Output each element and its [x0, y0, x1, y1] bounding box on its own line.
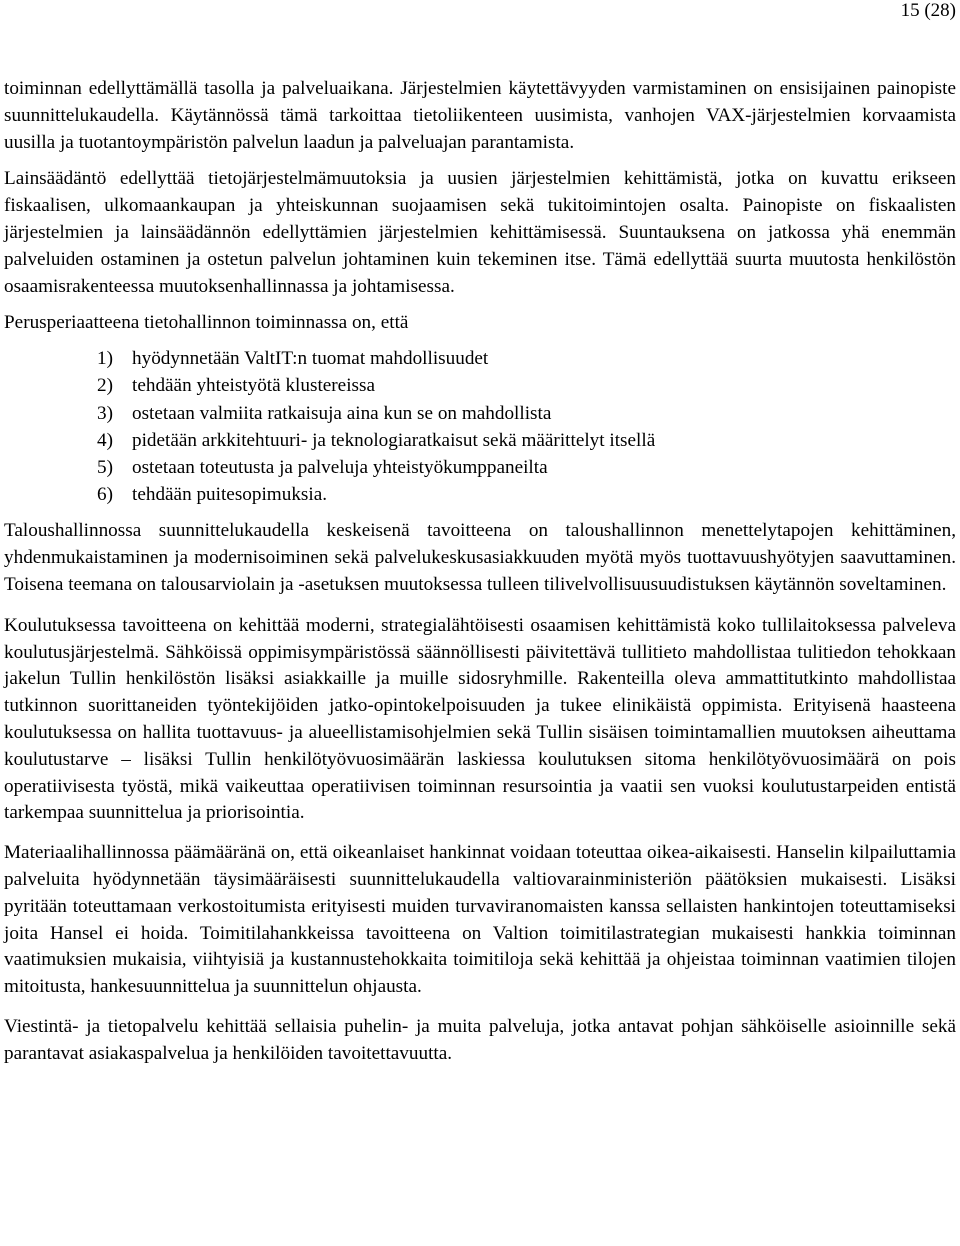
document-body [4, 76, 956, 1068]
paragraph-system-availability: toiminnan edellyttämällä tasolla ja palveluaikana. Järjestelmien käytettävyyden varmistaminen on ensisijainen painopiste suunnittelukaudella. Käytännössä tämä tarkoittaa tietoliikenteen uusimista, vanhojen VAX-järjestelmien korvaamista uusilla ja tuotantoympäristön palvelun laadun ja palveluajan parantamista. [4, 78, 956, 153]
list-item-text: tehdään puitesopimuksia. [132, 484, 328, 506]
list-item-text: ostetaan toteutusta ja palveluja yhteistyökumppaneilta [132, 456, 548, 478]
list-item-text: tehdään yhteistyötä klustereissa [132, 375, 375, 397]
list-item [97, 454, 956, 481]
list-item [97, 345, 956, 372]
principles-list [4, 345, 956, 508]
paragraph-communications: Viestintä- ja tietopalvelu kehittää sellaisia puhelin- ja muita palveluja, jotka antavat pohjan sähköiselle asioinnille sekä parantavat asiakaspalvelua ja henkilöiden tavoitettavuutta. [4, 1015, 956, 1064]
list-item-number: 1) [97, 348, 113, 370]
list-item-number: 3) [97, 402, 113, 424]
page-number: 15 (28) [900, 0, 956, 21]
list-item-number: 4) [97, 429, 113, 451]
list-item-number: 6) [97, 484, 113, 506]
list-item-text: ostetaan valmiita ratkaisuja aina kun se on mahdollista [132, 402, 552, 424]
list-item-text: pidetään arkkitehtuuri- ja teknologiaratkaisut sekä määrittelyt itsellä [132, 429, 656, 451]
list-item-text: hyödynnetään ValtIT:n tuomat mahdollisuudet [132, 348, 489, 370]
list-item [97, 400, 956, 427]
paragraph-principles-intro: Perusperiaatteena tietohallinnon toiminnassa on, että [4, 312, 409, 334]
paragraph-training: Koulutuksessa tavoitteena on kehittää moderni, strategialähtöisesti osaamisen kehittämistä koko tullilaitoksessa palveleva koulutusjärjestelmä. Sähköissä oppimisympäristössä säännöllisesti päivitettävä tullitieto mahdollistaa tulitiedon tehokkaan jakelun Tullin henkilöstön lisäksi asiakkaille ja muille sidosryhmille. Rakenteilla oleva ammattitutkinto mahdollistaa tutkinnon suorittaneiden työntekijöiden jatko-opintokelpoisuuden ja tukee elinikäistä oppimista. Erityisenä haasteena koulutuksessa on hallita tuottavuus- ja alueellistamisohjelmien sekä Tullin sisäisen toimintamallien muutoksen aiheuttama koulutustarve – lisäksi Tullin henkilötyövuosimäärän laskiessa koulutuksen sitoma henkilötyövuosimäärä on pois operatiivisesta työstä, mikä vaikeuttaa operatiivisen toiminnan resursointia ja vaatii sen vuoksi koulutustarpeiden entistä tarkempaa suunnittelua ja priorisointia. [4, 614, 956, 824]
list-item-number: 2) [97, 375, 113, 397]
list-item [97, 427, 956, 454]
paragraph-legislation: Lainsäädäntö edellyttää tietojärjestelmämuutoksia ja uusien järjestelmien kehittämistä, jotka on kuvattu erikseen fiskaalisen, ulkomaankaupan ja yhteiskunnan suojaamisen sekä tukitoimintojen osalta. Painopiste on fiskaalisten järjestelmien ja lainsäädännön edellyttämien järjestelmien kehittämisessä. Suuntauksena on jatkossa yhä enemmän palveluiden ostaminen ja ostetun palvelun johtaminen kuin tekeminen itse. Tämä edellyttää suurta muutosta henkilöstön osaamisrakenteessa muutoksenhallinnassa ja johtamisessa. [4, 168, 956, 297]
paragraph-financial-management: Taloushallinnossa suunnittelukaudella keskeisenä tavoitteena on taloushallinnon menettelytapojen kehittäminen, yhdenmukaistaminen ja modernisoiminen sekä palvelukeskusasiakkuuden myötä myös tuottavuushyötyjen saavuttaminen. Toisena teemana on talousarviolain ja -asetuksen muutoksessa tulleen tilivelvollisuusuudistuksen käytännön soveltaminen. [4, 520, 956, 595]
list-item [97, 372, 956, 399]
list-item-number: 5) [97, 456, 113, 478]
paragraph-materials-management: Materiaalihallinnossa päämääränä on, että oikeanlaiset hankinnat voidaan toteuttaa oikea-aikaisesti. Hanselin kilpailuttamia palveluita hyödynnetään täysimääräisesti suunnittelukaudella valtiovarainministeriön päätöksien mukaisesti. Lisäksi pyritään toteuttamaan verkostoitumista erityisesti muiden turvaviranomaisten kanssa sellaisten hankintojen toteuttamiseksi joita Hansel ei hoida. Toimitilahankkeissa tavoitteena on Valtion toimitilastrategian mukaisesti hankkia toiminnan vaatimuksien mukaisia, viihtyisiä ja kustannustehokkaita toimitiloja sekä kehittää ja ohjeistaa toiminnan vaatimien tilojen mitoitusta, hankesuunnittelua ja suunnittelun ohjausta. [4, 842, 956, 998]
list-item [97, 481, 956, 508]
